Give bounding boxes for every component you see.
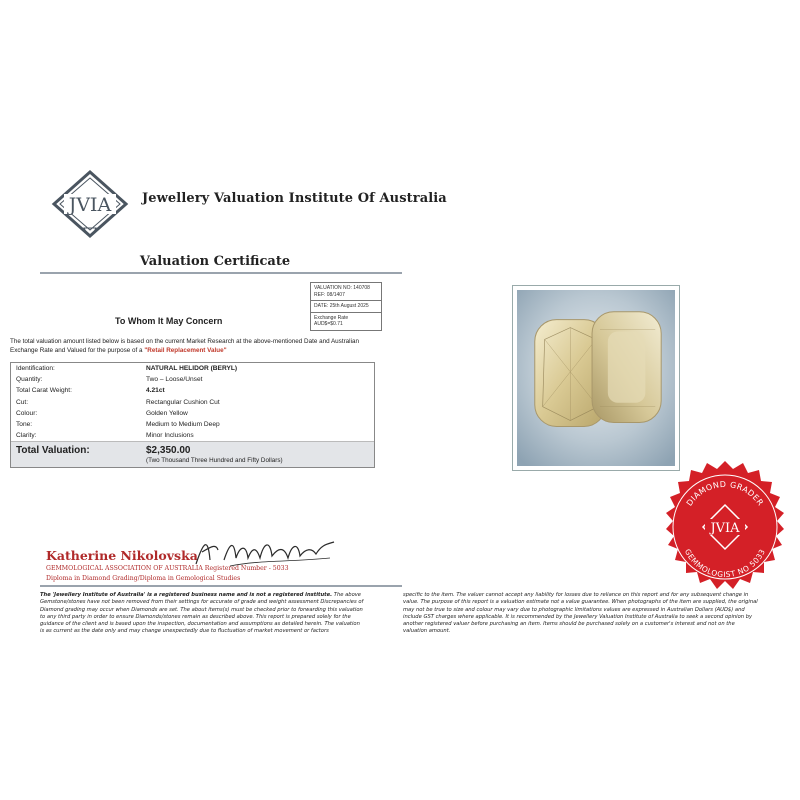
total-valuation-row [11, 441, 374, 467]
reference-box [310, 282, 382, 331]
detail-label: Cut: [16, 398, 29, 406]
intro-highlight: "Retail Replacement Value" [144, 346, 227, 354]
detail-label: Colour: [16, 409, 38, 417]
logo-text: JVIA [68, 194, 112, 216]
gemstone-photo [517, 290, 675, 466]
detail-value: Two – Loose/Unset [146, 376, 203, 384]
diploma-credentials: Diploma in Diamond Grading/Diploma in Gemological Studies [46, 575, 241, 582]
valuation-number: VALUATION NO: 140708 [314, 285, 370, 291]
disclaimer-left-text: The above Gemstone/stones have not been removed from their settings for accurate of grade and weight assessment Discrepancies of Diamond grading may occur when Diamonds are set. The about items(s) must be checked prior to forwarding this valuation to any third party in order to ensure Diamonds/stones remain as described above. This report is prepared solely for the guidance of the client and is based upon the inspection, documentation and assumptions as detailed herein. The valuation is as current as the date only and may change unexpectedly due to fluctuation of market movement or factors [40, 592, 364, 635]
seal-center-text: JVIA [710, 521, 740, 536]
divider [40, 585, 402, 587]
signatory-name: Katherine Nikolovska [46, 548, 198, 563]
reference-number: REF: 08/1407 [314, 291, 345, 298]
detail-label: Identification: [16, 365, 55, 373]
table-row [11, 385, 374, 396]
disclaimer-heading: The 'Jewellery Institute of Australia' is a registered business name and is not a registered institute. [40, 592, 333, 598]
table-row [11, 408, 374, 419]
intro-text: The total valuation amount listed below is based on the current Market Research at the above-mentioned Date and Australian Exchange Rate and Valued for the purpose of a [10, 338, 359, 354]
total-amount-words: (Two Thousand Three Hundred and Fifty Dollars) [146, 457, 283, 465]
detail-label: Tone: [16, 421, 33, 429]
disclaimer-right: specific to the item. The valuer cannot accept any liability for losses due to reliance on this report and for any subsequent change in value. The purpose of this report is a valuation estimate not a value guarantee. When photographs of the item are supplied, the original may not be true to size and colour may vary due to photographic limitations values are expressed in Australian Dollars (AUD$) and include GST charges where applicable. It is recommended by the Jewellery Valuation Institute of Australia to seek a second opinion by another registered valuer before purchasing an item. Items should be purchased solely on a customer's interest and not on the valuation amount. [403, 592, 758, 635]
detail-value: Rectangular Cushion Cut [146, 398, 220, 406]
detail-value: Medium to Medium Deep [146, 421, 220, 429]
disclaimer-left [40, 592, 365, 636]
total-amount: $2,350.00 [146, 445, 191, 457]
divider [40, 272, 402, 274]
salutation: To Whom It May Concern [115, 316, 223, 326]
valuation-date: DATE: 25th August 2025 [314, 303, 369, 309]
table-row [11, 419, 374, 430]
exchange-rate-value: AUD$=$0.71 [314, 321, 343, 327]
detail-value: NATURAL HELIDOR (BERYL) [146, 365, 238, 373]
details-table [10, 362, 375, 468]
table-row [11, 363, 374, 374]
diamond-grader-seal [653, 455, 798, 600]
total-label: Total Valuation: [16, 445, 90, 457]
certificate-title: Valuation Certificate [139, 254, 291, 269]
seal-bottom-text: GEMMOLOGIST NO 5033 [682, 547, 768, 580]
table-row [11, 374, 374, 385]
jvia-logo [50, 170, 130, 240]
gemstone-photo-frame [512, 285, 680, 471]
detail-label: Total Carat Weight: [16, 387, 72, 395]
intro-paragraph [10, 338, 370, 355]
detail-label: Quantity: [16, 376, 43, 384]
table-row [11, 397, 374, 408]
detail-value: 4.21ct [146, 387, 165, 395]
exchange-rate-label: Exchange Rate [314, 314, 349, 321]
organization-name: Jewellery Valuation Institute Of Australia [142, 191, 447, 206]
gemmological-registration: GEMMOLOGICAL ASSOCIATION OF AUSTRALIA Registered Number - 5033 [46, 565, 289, 572]
detail-value: Minor Inclusions [146, 432, 194, 440]
seal-top-text: DIAMOND GRADER [684, 479, 766, 508]
detail-value: Golden Yellow [146, 409, 188, 417]
detail-label: Clarity: [16, 432, 37, 440]
table-row [11, 430, 374, 441]
